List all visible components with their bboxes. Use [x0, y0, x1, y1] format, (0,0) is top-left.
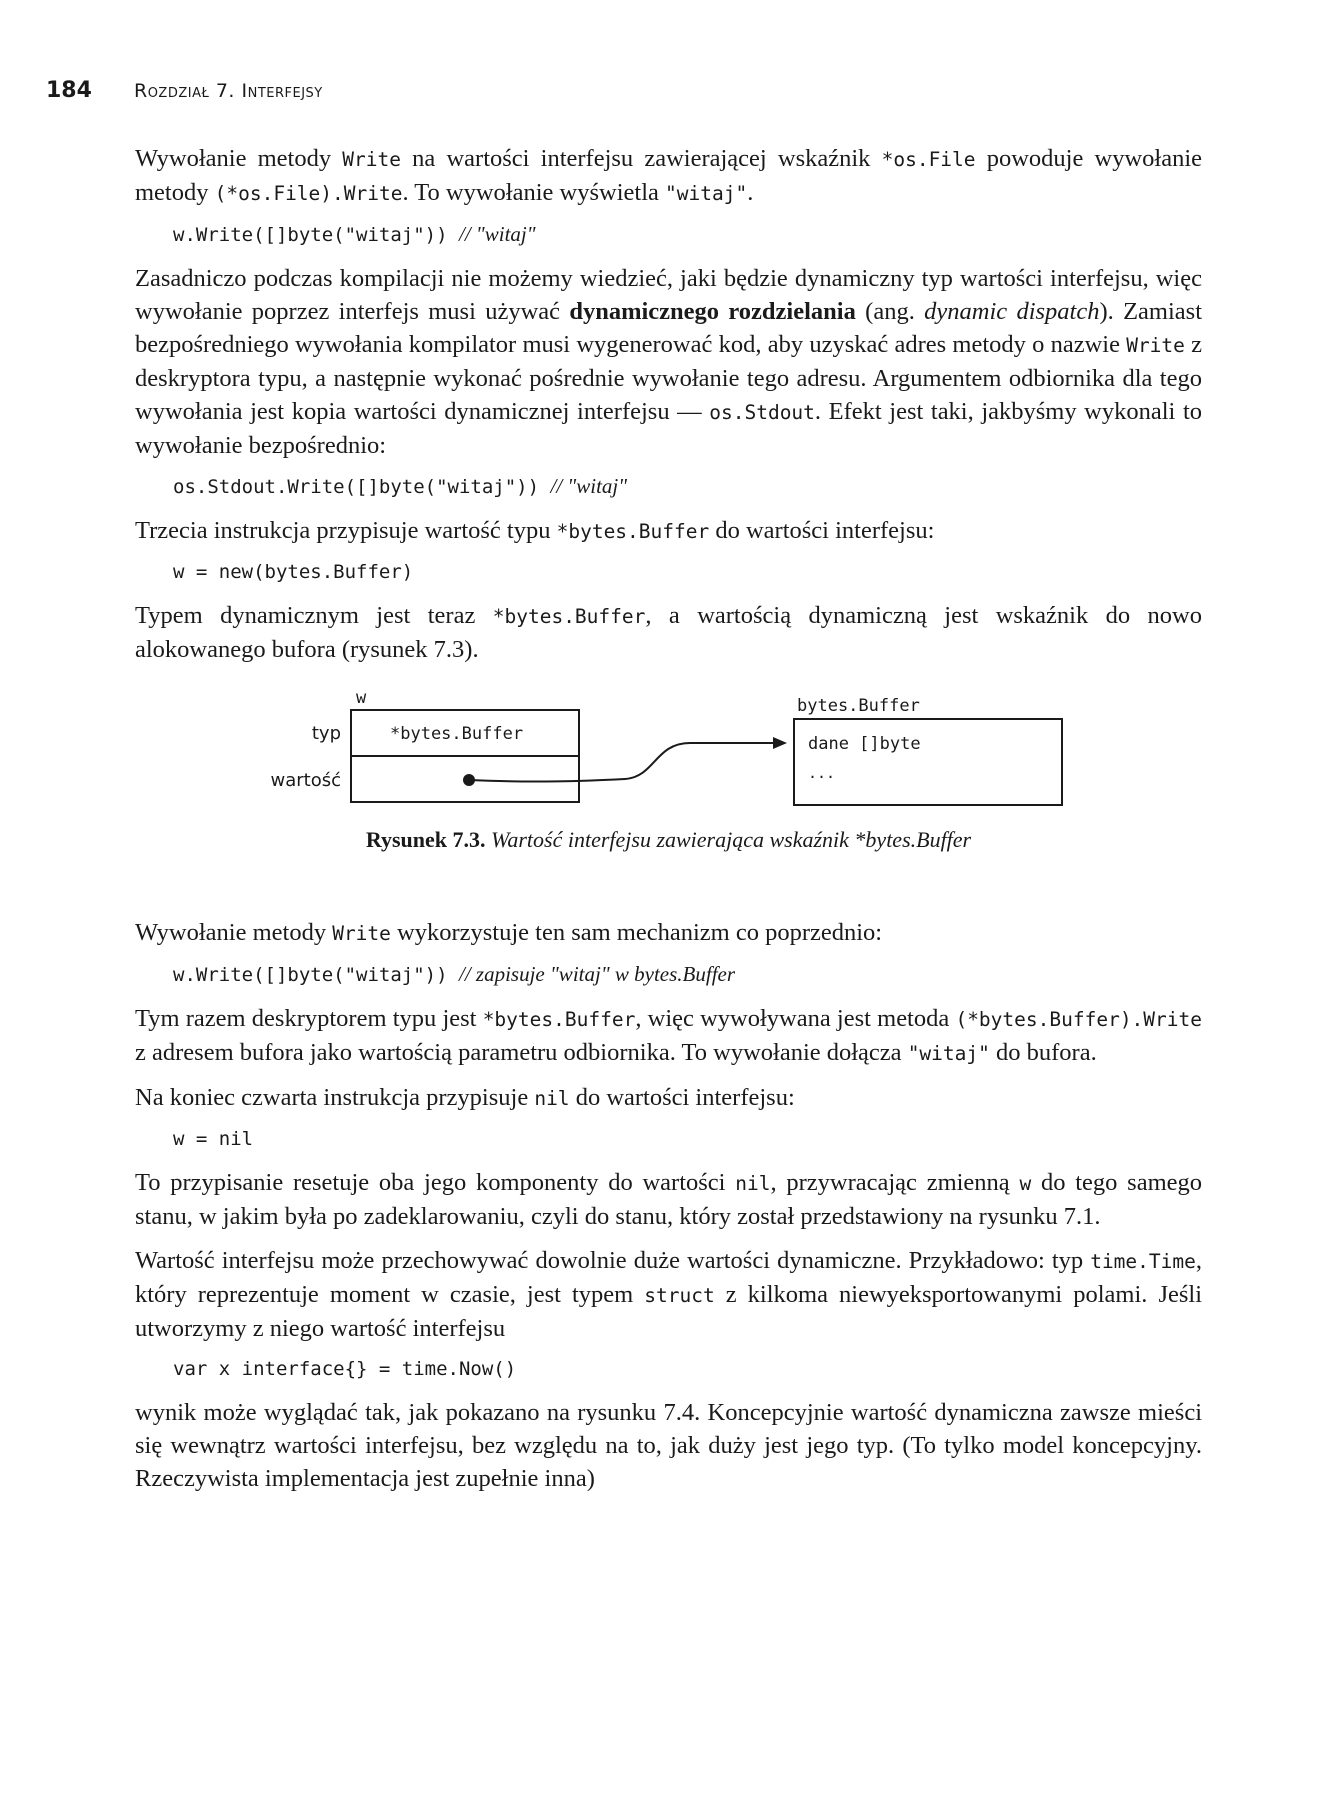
paragraph-6: Tym razem deskryptorem typu jest *bytes.Buffer, więc wywoływana jest metoda (*bytes.Buffer).Write z adresem bufora jako wartością parametru odbiornika. To wywołanie dołącza "witaj" do bufora.: [135, 1005, 1202, 1066]
pointer-arrow: [469, 743, 773, 782]
page-content: [135, 142, 1202, 1506]
buffer-more: ...: [808, 764, 836, 782]
code-snippet-2: os.Stdout.Write([]byte("witaj")) // "witaj": [173, 474, 628, 498]
type-value: *bytes.Buffer: [390, 724, 524, 744]
code-snippet-6: var x interface{} = time.Now(): [173, 1358, 517, 1380]
buffer-box: [794, 719, 1062, 805]
figure-caption: Rysunek 7.3. Wartość interfejsu zawierająca wskaźnik *bytes.Buffer: [365, 827, 972, 852]
paragraph-7: Na koniec czwarta instrukcja przypisuje nil do wartości interfejsu:: [135, 1084, 795, 1111]
paragraph-5: Wywołanie metody Write wykorzystuje ten sam mechanizm co poprzednio:: [135, 919, 883, 946]
paragraph-1: Wywołanie metody Write na wartości interfejsu zawierającej wskaźnik *os.File powoduje wywołanie metody (*os.File).Write. To wywołanie wyświetla "witaj".: [135, 145, 1202, 206]
code-snippet-1: w.Write([]byte("witaj")) // "witaj": [173, 222, 536, 246]
page-header: [46, 78, 1206, 112]
code-snippet-4: w.Write([]byte("witaj")) // zapisuje "witaj" w bytes.Buffer: [173, 962, 736, 986]
code-snippet-3: w = new(bytes.Buffer): [173, 561, 414, 583]
paragraph-3: Trzecia instrukcja przypisuje wartość typu *bytes.Buffer do wartości interfejsu:: [135, 517, 935, 544]
arrow-head-icon: [773, 737, 787, 749]
code-snippet-5: w = nil: [173, 1128, 254, 1150]
paragraph-2: Zasadniczo podczas kompilacji nie możemy wiedzieć, jaki będzie dynamiczny typ wartości interfejsu, więc wywołanie poprzez interfejs musi używać dynamicznego rozdzielania (ang. dynamic dispatch). Zamiast bezpośredniego wywołania kompilator musi wygenerować kod, aby uzyskać adres metody o nazwie Write z deskryptora typu, a następnie wykonać pośrednie wywołanie tego adresu. Argumentem odbiornika dla tego wywołania jest kopia wartości dynamicznej interfejsu — os.Stdout. Efekt jest taki, jakbyśmy wykonali to wywołanie bezpośrednio:: [135, 265, 1203, 459]
row-label-value: wartość: [270, 770, 341, 791]
chapter-title: Rozdział 7. Interfejsy: [134, 80, 323, 102]
var-label: w: [356, 688, 367, 708]
row-label-type: typ: [311, 723, 341, 744]
target-title: bytes.Buffer: [797, 696, 920, 716]
page-number: 184: [46, 78, 92, 103]
paragraph-4: Typem dynamicznym jest teraz *bytes.Buffer, a wartością dynamiczną jest wskaźnik do nowo alokowanego bufora (rysunek 7.3).: [135, 602, 1202, 663]
paragraph-9: Wartość interfejsu może przechowywać dowolnie duże wartości dynamiczne. Przykładowo: typ time.Time, który reprezentuje moment w czasie, jest typem struct z kilkoma niewyeksportowanymi polami. Jeśli utworzymy z niego wartość interfejsu: [135, 1247, 1202, 1342]
paragraph-10: wynik może wyglądać tak, jak pokazano na rysunku 7.4. Koncepcyjnie wartość dynamiczna zawsze mieści się wewnątrz wartości interfejsu, bez względu na to, jak duży jest jego typ. (To tylko model koncepcyjny. Rzeczywista implementacja jest zupełnie inna): [135, 1399, 1202, 1492]
paragraph-8: To przypisanie resetuje oba jego komponenty do wartości nil, przywracając zmienną w do tego samego stanu, w jakim była po zadeklarowaniu, czyli do stanu, który został przedstawiony na rysunku 7.1.: [135, 1169, 1203, 1230]
buffer-field: dane []byte: [808, 734, 921, 754]
figure-7-3: [135, 677, 1202, 902]
